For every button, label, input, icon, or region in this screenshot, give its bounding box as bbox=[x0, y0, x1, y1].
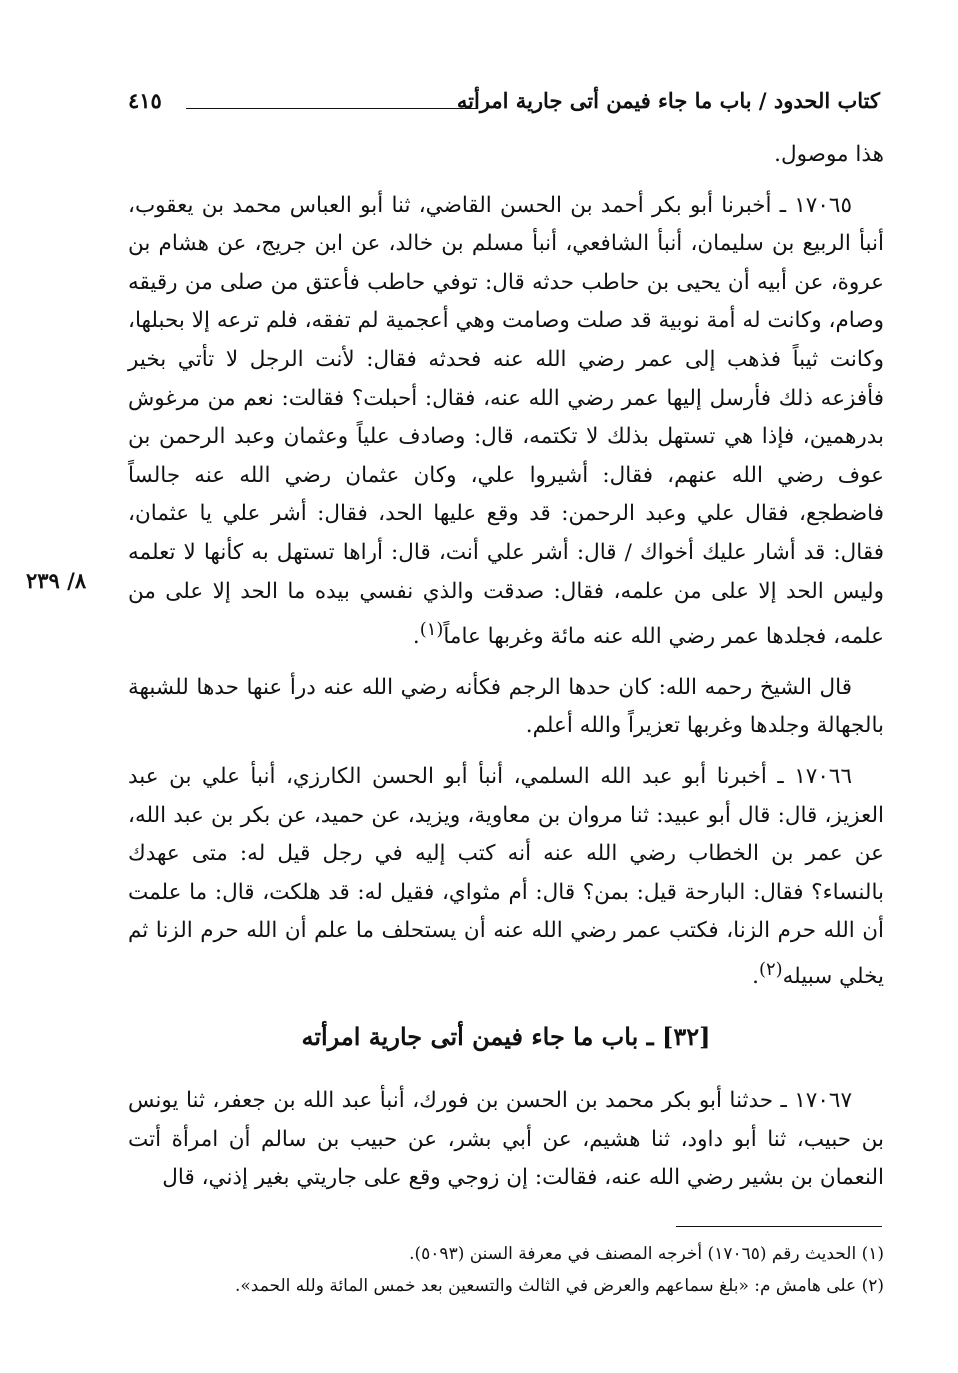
footnotes bbox=[128, 1238, 884, 1302]
hadith-17067: ١٧٠٦٧ ـ حدثنا أبو بكر محمد بن الحسن بن فورك، أنبأ عبد الله بن جعفر، ثنا يونس بن حبيب، ثنا أبو داود، ثنا هشيم، عن أبي بشر، عن حبيب بن سالم أن امرأة أتت النعمان بن بشير رضي الله عنه، فقالت: إن زوجي وقع على جاريتي بغير إذني، قال bbox=[128, 1088, 884, 1191]
main-text-continued bbox=[128, 1082, 884, 1198]
footnote-marker: (١) bbox=[419, 619, 444, 641]
hadith-17066: ١٧٠٦٦ ـ أخبرنا أبو عبد الله السلمي، أنبأ أبو الحسن الكارزي، أنبأ علي بن عبد العزيز، قال: قال أبو عبيد: ثنا مروان بن معاوية، ويزيد، عن حميد، عن بكر بن عبد الله، عن عمر بن الخطاب رضي الله عنه أنه كتب إليه في رجل قيل له: متى عهدك بالنساء؟ فقال: البارحة قيل: بمن؟ قال: أم مثواي، فقيل له: قد هلكت، قال: ما علمت أن الله حرم الزنا، فكتب عمر رضي الله عنه أن يستحلف ما علم أن الله حرم الزنا ثم يخلي سبيله$^{(٢)}$. bbox=[128, 764, 884, 990]
chapter-heading: [٣٢] ـ باب ما جاء فيمن أتى جارية امرأته bbox=[301, 1022, 711, 1051]
hadith-text: ١٧٠٦٥ ـ أخبرنا أبو بكر أحمد بن الحسن القاضي، ثنا أبو العباس محمد بن يعقوب، أنبأ الربيع بن سليمان، أنبأ الشافعي، أنبأ مسلم بن خالد، عن ابن جريج، عن هشام بن عروة، عن أبيه أن يحيى بن حاطب حدثه قال: توفي حاطب فأعتق من صلى من رقيقه وصام، وكانت له أمة نوبية قد صلت وصامت وهي أعجمية لم تفقه، فلم ترعه إلا بحبلها، وكانت ثيباً فذهب إلى عمر رضي الله عنه فحدثه فقال: لأنت الرجل لا تأتي بخير فأفزعه ذلك فأرسل إليها عمر رضي الله عنه، فقال: أحبلت؟ فقالت: نعم من مرغوش بدرهمين، فإذا هي تستهل بذلك لا تكتمه، قال: وصادف علياً وعثمان وعبد الرحمن بن عوف رضي الله عنهم، فقال: أشيروا علي، وكان عثمان رضي الله عنه جالساً فاضطجع، فقال علي وعبد الرحمن: قد وقع عليها الحد، فقال: أشر علي يا عثمان، فقال: قد أشار عليك أخواك / قال: أشر علي أنت، قال: أراها تستهل به كأنها لا تعلمه وليس الحد إلا على من علمه، فقال: صدقت والذي نفسي بيده ما الحد إلا على من علمه، فجلدها عمر رضي الله عنه مائة وغربها عاماً bbox=[128, 192, 884, 650]
footnote-rule bbox=[676, 1226, 882, 1227]
shaykh-comment: قال الشيخ رحمه الله: كان حدها الرجم فكأنه رضي الله عنه درأ عنها حدها للشبهة بالجهالة وجلدها وغربها تعزيراً والله أعلم. bbox=[128, 674, 884, 739]
footnote-2: (٢) على هامش م: «بلغ سماعهم والعرض في الثالث والتسعين بعد خمس المائة ولله الحمد». bbox=[234, 1276, 884, 1296]
footnote-1: (١) الحديث رقم (١٧٠٦٥) أخرجه المصنف في معرفة السنن (٥٠٩٣). bbox=[409, 1244, 884, 1264]
margin-reference: ٨/ ٢٣٩ bbox=[26, 568, 87, 593]
main-text bbox=[128, 136, 884, 1009]
page-number: ٤١٥ bbox=[128, 88, 162, 113]
hadith-text: ١٧٠٦٦ ـ أخبرنا أبو عبد الله السلمي، أنبأ أبو الحسن الكارزي، أنبأ علي بن عبد العزيز، قال: قال أبو عبيد: ثنا مروان بن معاوية، ويزيد، عن حميد، عن بكر بن عبد الله، عن عمر بن الخطاب رضي الله عنه أنه كتب إليه في رجل قيل له: متى عهدك بالنساء؟ فقال: البارحة قيل: بمن؟ قال: أم مثواي، فقيل له: قد هلكت، قال: ما علمت أن الله حرم الزنا، فكتب عمر رضي الله عنه أن يستحلف ما علم أن الله حرم الزنا ثم يخلي سبيله bbox=[128, 764, 884, 990]
running-header bbox=[128, 84, 880, 122]
header-title: كتاب الحدود / باب ما جاء فيمن أتى جارية امرأته bbox=[456, 88, 880, 113]
header-rule bbox=[186, 108, 478, 109]
paragraph-continuation: هذا موصول. bbox=[774, 142, 884, 167]
hadith-17065: ١٧٠٦٥ ـ أخبرنا أبو بكر أحمد بن الحسن القاضي، ثنا أبو العباس محمد بن يعقوب، أنبأ الربيع بن سليمان، أنبأ الشافعي، أنبأ مسلم بن خالد، عن ابن جريج، عن هشام بن عروة، عن أبيه أن يحيى بن حاطب حدثه قال: توفي حاطب فأعتق من صلى من رقيقه وصام، وكانت له أمة نوبية قد صلت وصامت وهي أعجمية لم تفقه، فلم ترعه إلا بحبلها، وكانت ثيباً فذهب إلى عمر رضي الله عنه فحدثه فقال: لأنت الرجل لا تأتي بخير فأفزعه ذلك فأرسل إليها عمر رضي الله عنه، فقال: أحبلت؟ فقالت: نعم من مرغوش بدرهمين، فإذا هي تستهل بذلك لا تكتمه، قال: وصادف علياً وعثمان وعبد الرحمن بن عوف رضي الله عنهم، فقال: أشيروا علي، وكان عثمان رضي الله عنه جالساً فاضطجع، فقال علي وعبد الرحمن: قد وقع عليها الحد، فقال: أشر علي يا عثمان، فقال: قد أشار عليك أخواك / قال: أشر علي أنت، قال: أراها تستهل به كأنها لا تعلمه وليس الحد إلا على من علمه، فقال: صدقت والذي نفسي بيده ما الحد إلا على من علمه، فجلدها عمر رضي الله عنه مائة وغربها عاماً$^{(١)}$. bbox=[128, 192, 884, 650]
footnote-marker: (٢) bbox=[759, 959, 783, 981]
